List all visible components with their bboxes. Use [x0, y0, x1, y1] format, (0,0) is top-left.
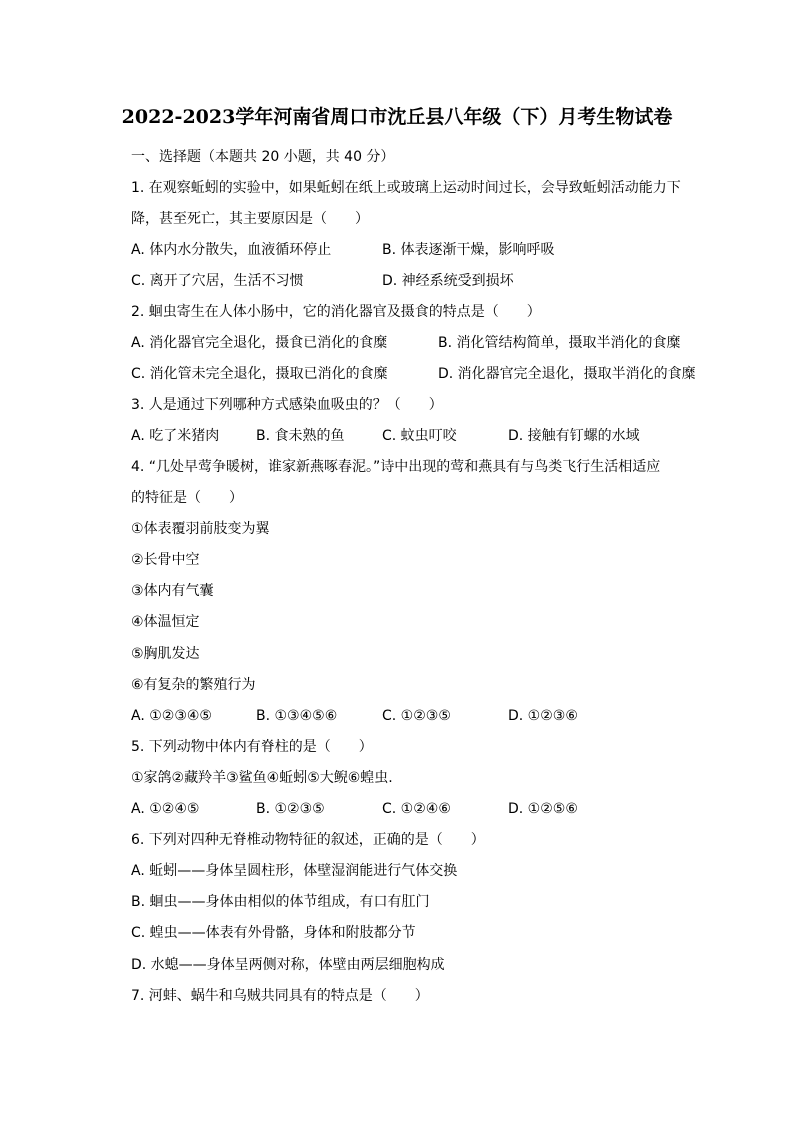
question-3-stem: 3. 人是通过下列哪种方式感染血吸虫的？（ ） [131, 397, 443, 413]
question-4-item-3: ③体内有气囊 [131, 583, 214, 599]
question-4-stem-line-2: 的特征是（ ） [131, 490, 243, 506]
question-6-stem: 6. 下列对四种无脊椎动物特征的叙述，正确的是（ ） [131, 832, 485, 848]
question-1-option-d: D. 神经系统受到损坏 [382, 273, 514, 289]
question-4-item-5: ⑤胸肌发达 [131, 646, 200, 662]
question-4-item-6: ⑥有复杂的繁殖行为 [131, 677, 256, 693]
question-2-option-d: D. 消化器官完全退化，摄取半消化的食糜 [438, 366, 696, 382]
question-7-stem: 7. 河蚌、蜗牛和乌贼共同具有的特点是（ ） [131, 988, 429, 1004]
question-3-option-d: D. 接触有钉螺的水域 [508, 428, 640, 444]
question-1-stem-line-2: 降，甚至死亡，其主要原因是（ ） [131, 211, 369, 227]
question-4-stem-line-1: 4. “几处早莺争暖树，谁家新燕啄春泥。”诗中出现的莺和燕具有与鸟类飞行生活相适应 [131, 459, 661, 475]
question-4-option-a: A. ①②③④⑤ [131, 708, 212, 724]
question-6-option-d: D. 水螅——身体呈两侧对称，体壁由两层细胞构成 [131, 957, 445, 973]
question-2-option-c: C. 消化管未完全退化，摄取已消化的食糜 [131, 366, 388, 382]
question-4-item-2: ②长骨中空 [131, 552, 200, 568]
question-2-stem: 2. 蛔虫寄生在人体小肠中，它的消化器官及摄食的特点是（ ） [131, 304, 541, 320]
question-4-item-1: ①体表覆羽前肢变为翼 [131, 521, 270, 537]
question-5-stem: 5. 下列动物中体内有脊柱的是（ ） [131, 739, 373, 755]
question-4-option-d: D. ①②③⑥ [508, 708, 578, 724]
question-2-option-b: B. 消化管结构简单，摄取半消化的食糜 [438, 335, 681, 351]
question-5-item-list: ①家鸽②藏羚羊③鲨鱼④蚯蚓⑤大鲵⑥蝗虫. [131, 770, 393, 786]
question-6-option-c: C. 蝗虫——体表有外骨骼，身体和附肢都分节 [131, 925, 416, 941]
question-6-option-a: A. 蚯蚓——身体呈圆柱形，体壁湿润能进行气体交换 [131, 863, 458, 879]
question-5-option-a: A. ①②④⑤ [131, 801, 200, 817]
section-heading: 一、选择题（本题共 20 小题，共 40 分） [131, 149, 395, 165]
question-3-option-b: B. 食未熟的鱼 [256, 428, 345, 444]
question-1-option-a: A. 体内水分散失，血液循环停止 [131, 242, 332, 258]
question-5-option-c: C. ①②④⑥ [382, 801, 451, 817]
question-1-stem-line-1: 1. 在观察蚯蚓的实验中，如果蚯蚓在纸上或玻璃上运动时间过长，会导致蚯蚓活动能力下 [131, 180, 681, 196]
question-2-option-a: A. 消化器官完全退化，摄食已消化的食糜 [131, 335, 388, 351]
page-title: 2022-2023学年河南省周口市沈丘县八年级（下）月考生物试卷 [121, 106, 673, 128]
question-4-option-b: B. ①③④⑤⑥ [256, 708, 338, 724]
question-6-option-b: B. 蛔虫——身体由相似的体节组成，有口有肛门 [131, 894, 430, 910]
question-4-item-4: ④体温恒定 [131, 614, 200, 630]
question-3-option-a: A. 吃了米猪肉 [131, 428, 220, 444]
question-3-option-c: C. 蚊虫叮咬 [382, 428, 457, 444]
question-1-option-b: B. 体表逐渐干燥，影响呼吸 [382, 242, 555, 258]
question-4-option-c: C. ①②③⑤ [382, 708, 451, 724]
question-5-option-b: B. ①②③⑤ [256, 801, 325, 817]
question-5-option-d: D. ①②⑤⑥ [508, 801, 578, 817]
question-1-option-c: C. 离开了穴居，生活不习惯 [131, 273, 304, 289]
